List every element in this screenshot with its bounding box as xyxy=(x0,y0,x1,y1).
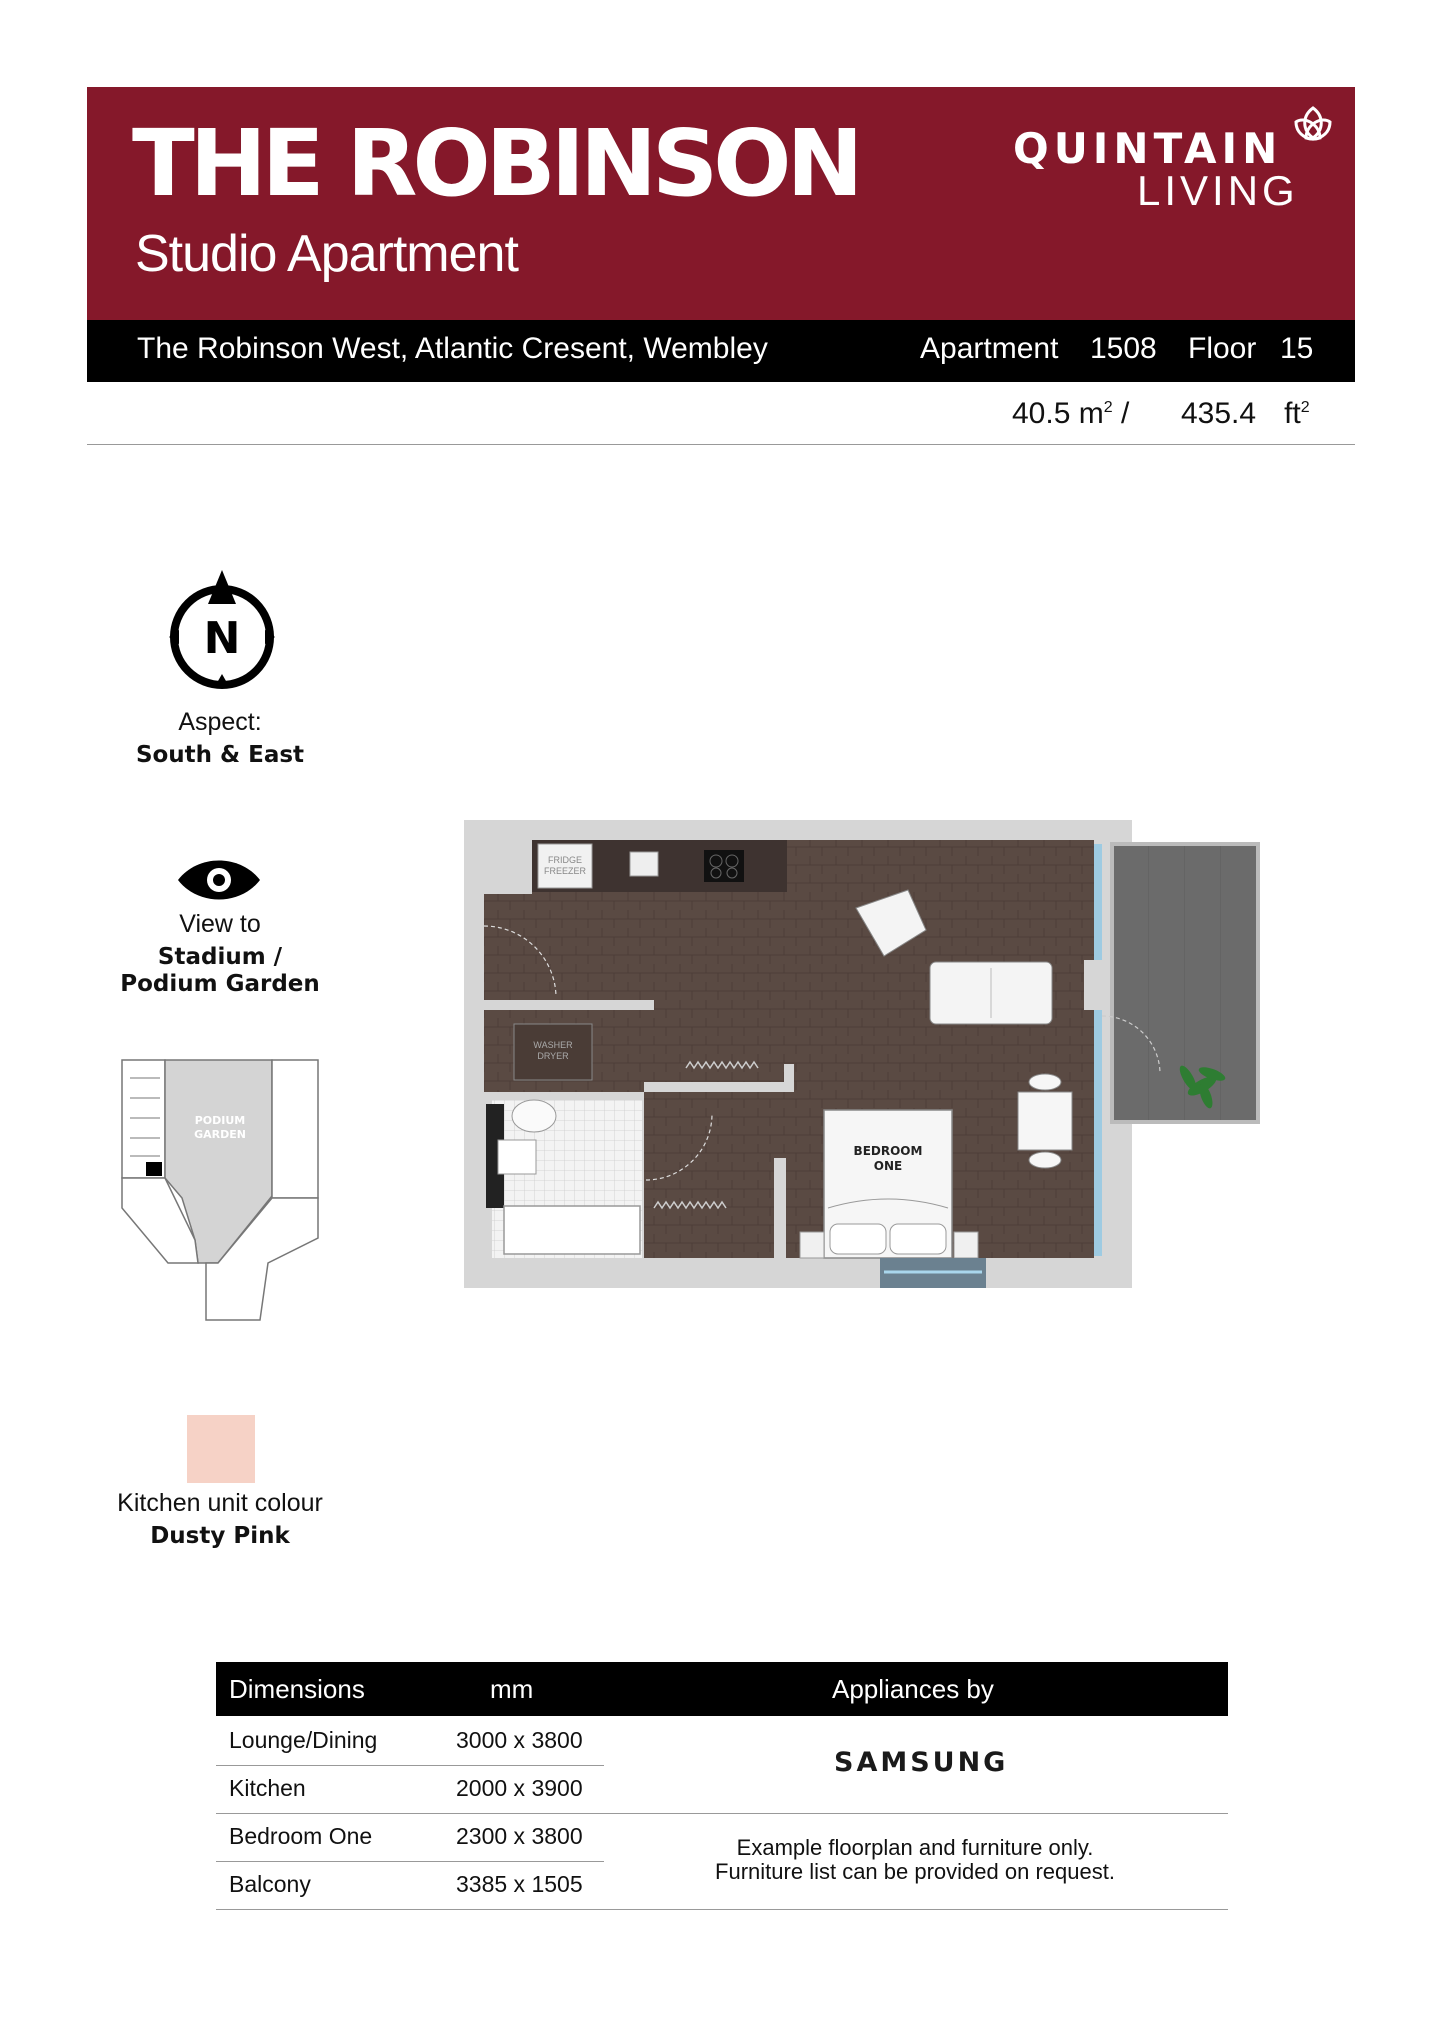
divider xyxy=(216,1765,604,1766)
apartment-label: Apartment xyxy=(920,332,1059,365)
kitchen-colour-label: Kitchen unit colour xyxy=(117,1489,323,1517)
kitchen-colour-value: Dusty Pink xyxy=(150,1523,290,1549)
svg-text:ONE: ONE xyxy=(873,1159,903,1173)
kitchen-colour-swatch xyxy=(187,1415,255,1483)
compass-icon xyxy=(165,568,279,692)
area-sqft: 435.4 $ft^2$ xyxy=(1181,397,1310,430)
room-size: 3000 x 3800 xyxy=(456,1727,583,1753)
brand-logo-icon xyxy=(1290,104,1336,148)
room-name: Balcony xyxy=(229,1871,311,1897)
apartment-number: 1508 xyxy=(1090,332,1157,365)
divider xyxy=(216,1813,1228,1814)
view-value-line1: Stadium / xyxy=(157,944,283,970)
svg-text:N: N xyxy=(203,613,241,664)
unit-header: mm xyxy=(490,1674,534,1704)
aspect-label: Aspect: xyxy=(178,708,262,736)
appliances-header: Appliances by xyxy=(832,1674,994,1704)
disclaimer-note: Example floorplan and furniture only. Furniture list can be provided on request. xyxy=(715,1835,1115,1885)
aspect-value: South & East xyxy=(135,742,305,768)
brand-name: QUINTAIN xyxy=(1013,124,1283,173)
room-name: Lounge/Dining xyxy=(229,1727,378,1753)
site-plan-map xyxy=(120,1058,320,1324)
room-size: 2300 x 3800 xyxy=(456,1823,583,1849)
divider xyxy=(216,1861,604,1862)
divider xyxy=(87,444,1355,445)
svg-text:GARDEN: GARDEN xyxy=(194,1128,246,1141)
room-name: Bedroom One xyxy=(229,1823,373,1849)
room-size: 2000 x 3900 xyxy=(456,1775,583,1801)
dimensions-table-header xyxy=(216,1662,1228,1716)
floor-plan xyxy=(464,820,1264,1298)
view-value-line2: Podium Garden xyxy=(120,971,320,997)
dimensions-header: Dimensions xyxy=(229,1674,365,1704)
brand-name-line2: LIVING xyxy=(1137,167,1299,214)
room-size: 3385 x 1505 xyxy=(456,1871,583,1897)
floor-number: 15 xyxy=(1280,332,1314,365)
svg-text:BEDROOM: BEDROOM xyxy=(853,1144,923,1158)
area-sqm: 40.5 $m^2$ / xyxy=(1012,397,1130,430)
page-subtitle: Studio Apartment xyxy=(135,225,518,283)
eye-icon xyxy=(176,858,262,902)
room-name: Kitchen xyxy=(229,1775,306,1801)
floor-label: Floor xyxy=(1188,332,1257,365)
divider xyxy=(216,1909,1228,1910)
page-title: THE ROBINSON xyxy=(132,110,859,217)
view-label: View to xyxy=(179,910,261,938)
svg-text:WASHER: WASHER xyxy=(533,1040,573,1050)
appliance-brand-logo: SAMSUNG xyxy=(834,1747,1009,1778)
svg-text:PODIUM: PODIUM xyxy=(194,1114,246,1127)
svg-text:DRYER: DRYER xyxy=(537,1051,569,1061)
svg-text:FRIDGE: FRIDGE xyxy=(547,855,583,865)
address: The Robinson West, Atlantic Cresent, Wembley xyxy=(137,332,768,365)
svg-text:FREEZER: FREEZER xyxy=(543,866,587,876)
